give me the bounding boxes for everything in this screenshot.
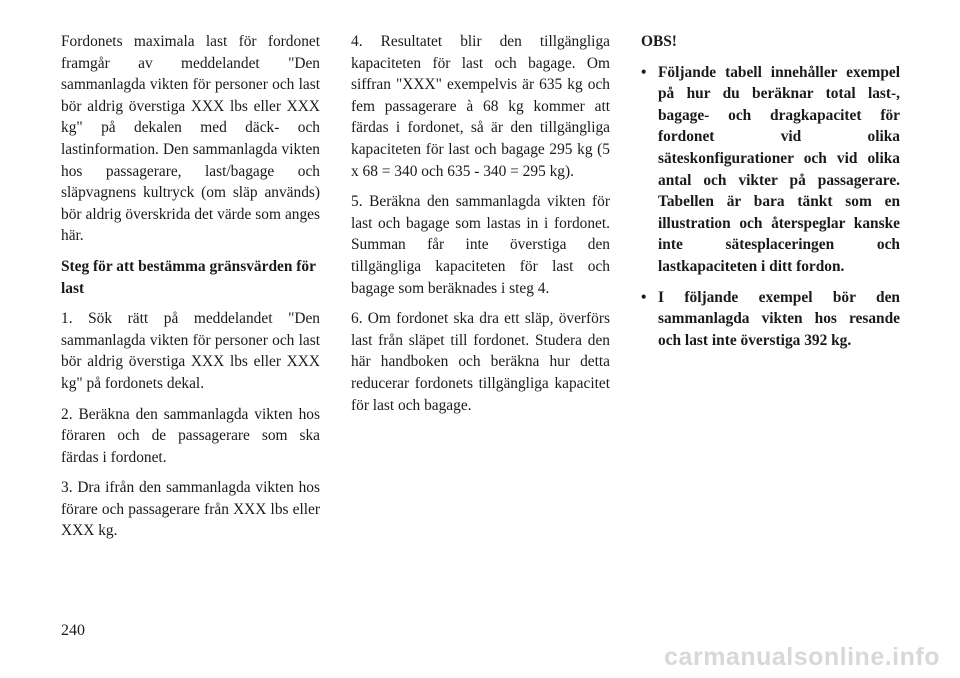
step-3-paragraph: 3. Dra ifrån den sammanlagda vikten hos förare och passagerare från XXX lbs eller XXX kg.: [61, 479, 320, 540]
watermark-logo: carmanualsonline.info: [664, 643, 940, 671]
step-6-paragraph: 6. Om fordonet ska dra ett släp, överförs last från släpet till fordonet. Studera den här handboken och beräkna hur detta reducerar fordonets tillgängliga kapacitet för last och bagage.: [351, 310, 610, 414]
section-heading: Steg för att bestämma gränsvärden för last: [61, 257, 316, 297]
step-1-paragraph: 1. Sök rätt på meddelandet "Den sammanlagda vikten för personer och last bör aldrig överstiga XXX lbs eller XXX kg" på fordonets dekal.: [61, 310, 320, 392]
page-number: 240: [61, 622, 85, 639]
step-4-paragraph: 4. Resultatet blir den tillgängliga kapaciteten för last och bagage. Om siffran "XXX" exempelvis är 635 kg och fem passagerare à 68 kg kommer att färdas i fordonet, så är den tillgängliga kapaciteten för last och bagage 295 kg (5 x 68 = 340 och 635 - 340 = 295 kg).: [351, 33, 610, 180]
note-bullet-item: [641, 62, 900, 278]
step-5-paragraph: 5. Beräkna den sammanlagda vikten för last och bagage som lastas in i fordonet. Summan får inte överstiga den tillgängliga kapaciteten för last och bagage som beräknades i steg 4.: [351, 193, 610, 297]
note-bullet-list: [641, 62, 900, 352]
bullet-icon: •: [641, 63, 647, 81]
note-bullet-item: [641, 287, 900, 352]
step-2-paragraph: 2. Beräkna den sammanlagda vikten hos föraren och de passagerare som ska färdas i fordonet.: [61, 405, 320, 466]
middle-column: [351, 31, 610, 425]
note-bullet-text: I följande exempel bör den sammanlagda vikten hos resande och last inte överstiga 392 kg.: [658, 288, 900, 349]
bullet-icon: •: [641, 288, 647, 306]
load-intro-paragraph: Fordonets maximala last för fordonet framgår av meddelandet "Den sammanlagda vikten för personer och last bör aldrig överstiga XXX lbs eller XXX kg" på dekalen med däck- och lastinformation. Den sammanlagda vikten hos passagerare, last/bagage och släpvagnens kultryck (om släp används) bör aldrig överskrida det värde som anges här.: [61, 33, 320, 245]
note-heading: OBS!: [641, 33, 677, 50]
left-column: [61, 31, 320, 551]
right-column: [641, 31, 900, 360]
note-bullet-text: Följande tabell innehåller exempel på hur du beräknar total last-, bagage- och dragkapacitet för fordonet vid olika säteskonfigurationer och vid olika antal och vikter på passagerare. Tabellen är bara tänkt som en illustration och återspeglar kanske inte sätesplaceringen och lastkapaciteten i ditt fordon.: [658, 63, 900, 275]
